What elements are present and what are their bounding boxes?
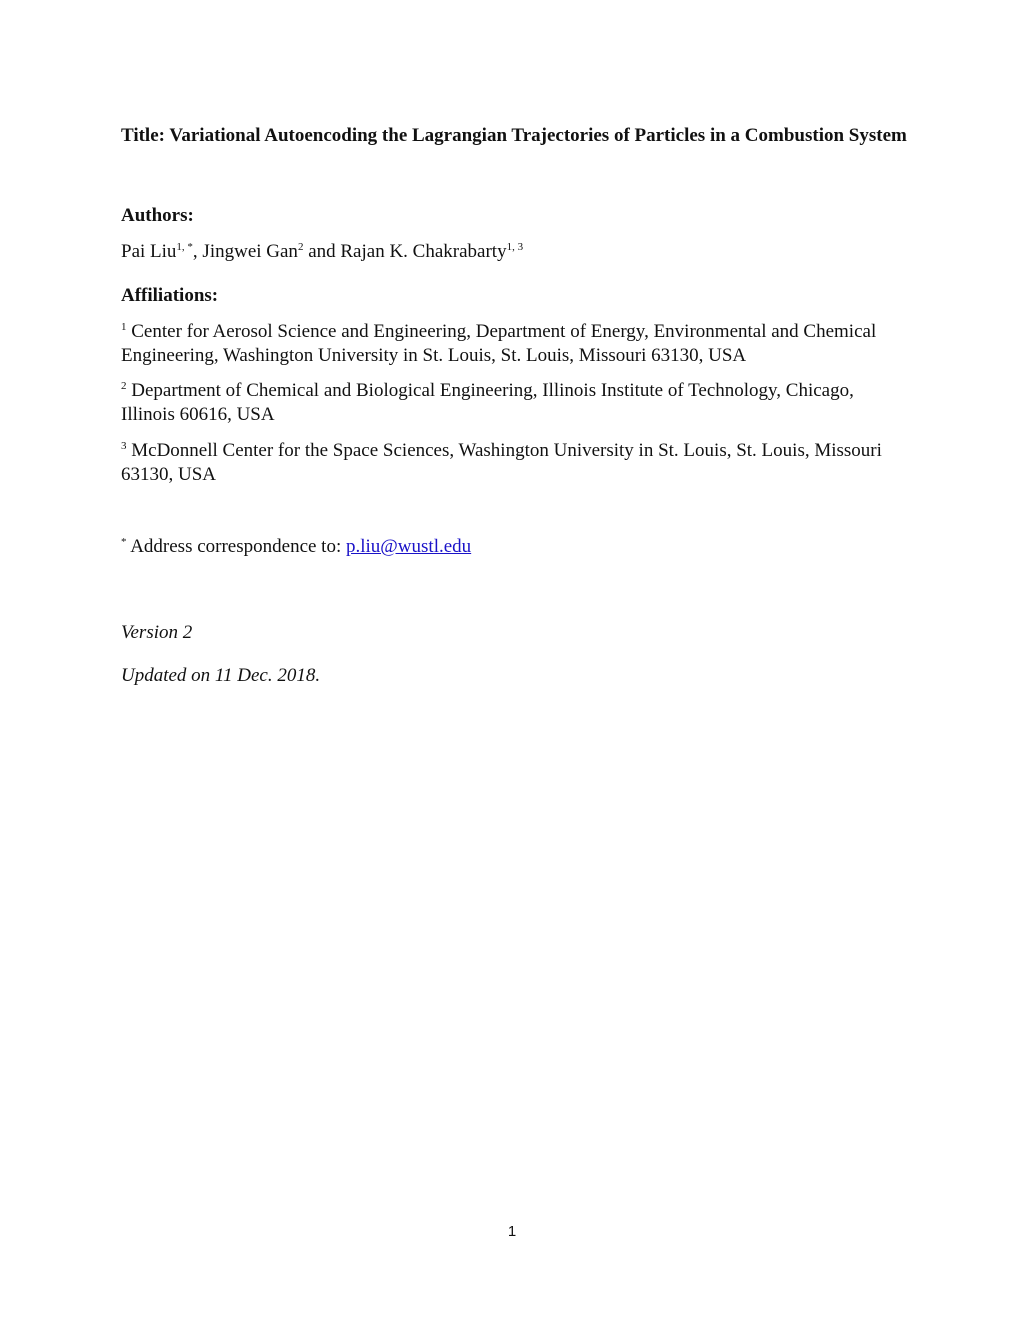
correspondence-note: [121, 535, 471, 559]
page-number: 1: [507, 1223, 517, 1240]
affiliation-text: Department of Chemical and Biological Engineering, Illinois Institute of Technology, Chicago, Illinois 60616, USA: [121, 380, 854, 425]
author-name-jingwei-gan: , Jingwei Gan: [192, 241, 298, 262]
author-name-pai-liu: Pai Liu: [121, 241, 177, 262]
author-affiliation-marker: 1, *: [176, 241, 193, 253]
author-affiliation-marker: 1, 3: [506, 241, 524, 253]
affiliation-marker: 2: [121, 380, 127, 392]
affiliation-text: Center for Aerosol Science and Engineering, Department of Energy, Environmental and Chemical Engineering, Washington University in St. Louis, St. Louis, Missouri 63130, USA: [121, 321, 877, 366]
author-affiliation-marker: 2: [297, 241, 304, 253]
affiliation-1: [121, 320, 911, 367]
affiliation-text: McDonnell Center for the Space Sciences, Washington University in St. Louis, St. Louis, Missouri 63130, USA: [121, 440, 882, 485]
author-name-rajan-chakrabarty: and Rajan K. Chakrabarty: [303, 241, 507, 262]
email-link[interactable]: p.liu@wustl.edu: [346, 536, 472, 557]
authors-heading: Authors:: [121, 205, 194, 226]
affiliation-marker: 3: [121, 440, 127, 452]
paper-title: Title: Variational Autoencoding the Lagrangian Trajectories of Particles in a Combustion System: [121, 125, 907, 146]
affiliation-marker: 1: [121, 321, 127, 333]
correspondence-text: Address correspondence to:: [126, 536, 346, 557]
updated-date: Updated on 11 Dec. 2018.: [121, 665, 321, 686]
version-label: Version 2: [121, 622, 193, 643]
affiliation-3: [121, 439, 911, 486]
affiliations-heading: Affiliations:: [121, 285, 219, 306]
correspondence-marker: *: [121, 536, 127, 548]
author-list: [121, 240, 523, 264]
affiliation-2: [121, 379, 911, 426]
